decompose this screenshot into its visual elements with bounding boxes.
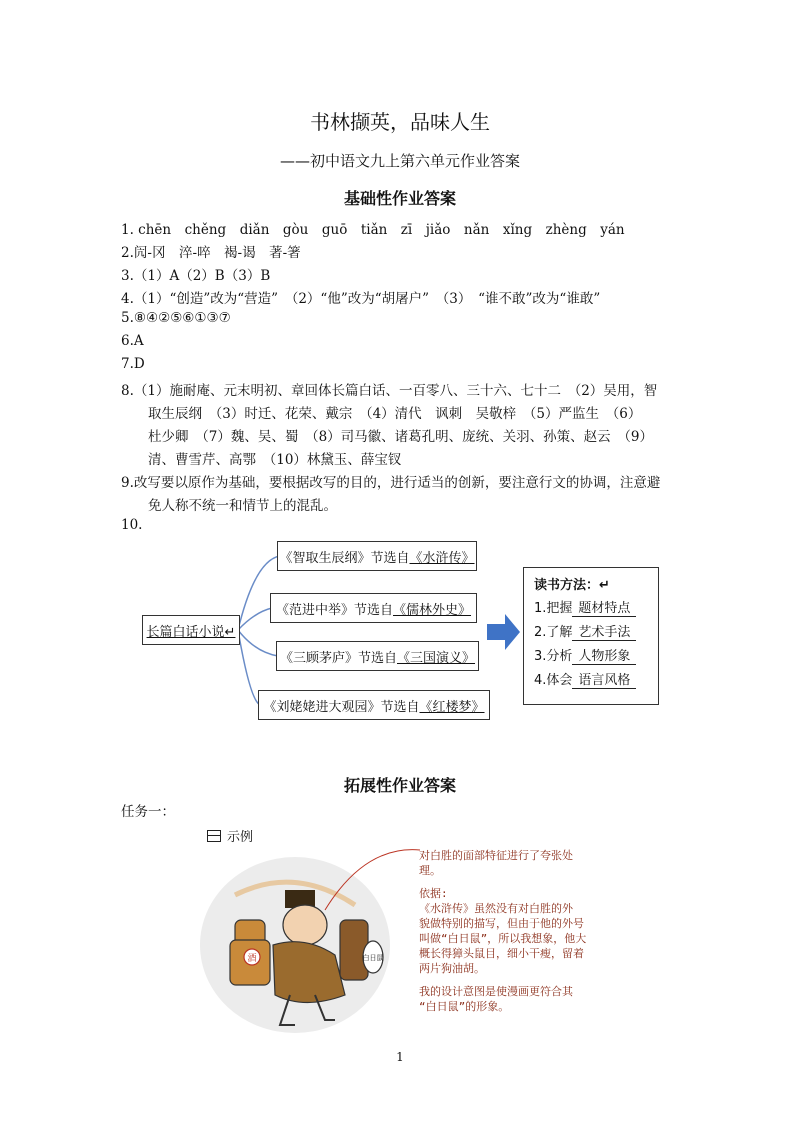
diagram-branch: 《刘姥姥进大观园》节选自 《红楼梦》 [258,690,490,720]
answer-line: 4.（1）“创造”改为“营造” （2）“他”改为“胡屠户” （3） “谁不敢”改为“谁敢” [121,291,601,307]
diagram-root: 长篇白话小说↵ [142,615,240,645]
answer-line: 免人称不统一和情节上的混乱。 [148,498,337,514]
page-subtitle: ——初中语文九上第六单元作业答案 [279,152,520,170]
page-title: 书林撷英，品味人生 [310,110,490,134]
answer-line: 清、曹雪芹、高鄂 （10）林黛玉、薛宝钗 [148,452,402,468]
basic-heading: 基础性作业答案 [343,189,456,208]
stamp-label: 白日鼠 [362,954,384,962]
extended-heading: 拓展性作业答案 [343,776,456,795]
cartoon-illustration [195,835,425,1035]
annotation-text: 对白胜的面部特征进行了夸张处 理。 依据: 《水浒传》虽然没有对白胜的外 貌做特别的描写，但由于他的外号 叫做“白日鼠”，所以我想象，他大 概长得獐头鼠目，细小干瘦，留着 两片狗油胡。 我的设计意图是使漫画更符合其 “白日鼠”的形象。 [419,849,587,1013]
diagram-branch: 《智取生辰纲》节选自 《水浒传》 [277,541,477,571]
reading-method: 4.体会 语言风格 [534,669,648,689]
answer-line: 3.（1）A（2）B（3）B [121,268,271,284]
answer-line: 1. chēn chěng diǎn gòu guō tiǎn zī jiǎo nǎn xǐng zhèng yán [121,222,625,238]
answer-line: 7.D [121,356,145,372]
answer-line: 取生辰纲 （3）时迁、花荣、戴宗 （4）清代 讽刺 吴敬梓 （5）严监生 （6） [148,406,642,422]
answer-line: 杜少卿 （7）魏、吴、蜀 （8）司马徽、诸葛孔明、庞统、关羽、孙策、赵云 （9） [148,429,654,445]
answer-line: 8.（1）施耐庵、元末明初、章回体长篇白话、一百零八、三十六、七十二 （2）吴用，智 [121,383,658,399]
answer-line: 2.闶-冈 淬-啐 褐-谒 著-箸 [121,245,301,261]
answer-line: 6.A [121,333,144,349]
bucket-label: 酒 [247,954,257,964]
reading-methods-box [523,567,659,705]
example-label: 示例 [207,826,253,845]
page-number: 1 [396,1050,404,1064]
diagram-branch: 《范进中举》节选自 《儒林外史》 [270,593,477,623]
arrow-right-icon [487,614,520,650]
reading-method: 3.分析 人物形象 [534,645,648,665]
answer-line: 10. [121,517,143,533]
diagram-branch: 《三顾茅庐》节选自 《三国演义》 [276,641,479,671]
reading-methods-title: 读书方法：↵ [534,578,610,593]
task-label: 任务一： [121,804,175,820]
reading-method: 2.了解 艺术手法 [534,621,648,641]
answer-line: 5.⑧④②⑤⑥①③⑦ [121,310,231,326]
reading-method: 1.把握 题材特点 [534,597,648,617]
answer-line: 9.改写要以原作为基础，要根据改写的目的，进行适当的创新，要注意行文的协调，注意避 [121,475,661,491]
